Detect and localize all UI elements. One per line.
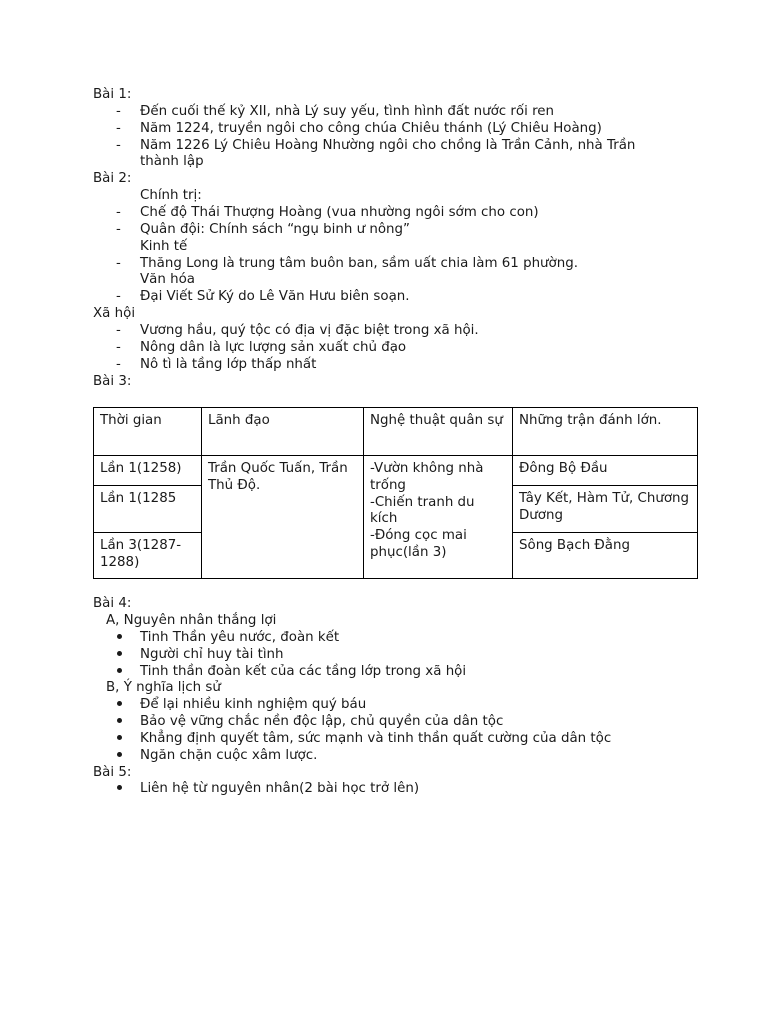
- list-item: Khẳng định quyết tâm, sức mạnh và tinh thần quất cường của dân tộc: [140, 731, 612, 746]
- bullet-icon: [116, 714, 124, 722]
- bai5-heading: Bài 5:: [93, 765, 132, 780]
- dash-marker: -: [116, 205, 121, 220]
- battle-cell: Tây Kết, Hàm Tử, Chương Dương: [519, 491, 690, 523]
- list-item: Tinh thần đoàn kết của các tầng lớp trong xã hội: [140, 664, 467, 679]
- time-cell: Lần 3(1287-1288): [100, 538, 182, 570]
- time-cell: Lần 1(1258): [100, 461, 182, 476]
- list-item-continuation: thành lập: [140, 154, 204, 169]
- subheading-b: B, Ý nghĩa lịch sử: [106, 680, 221, 695]
- bullet-icon: [116, 630, 124, 638]
- table-header-cell: [364, 408, 513, 456]
- bai1-heading: Bài 1:: [93, 87, 132, 102]
- subheading-kinh-te: Kinh tế: [140, 239, 188, 254]
- list-item: Người chỉ huy tài tình: [140, 647, 284, 662]
- list-item: Tinh Thần yêu nước, đoàn kết: [140, 630, 340, 645]
- list-item: Chế độ Thái Thượng Hoàng (vua nhường ngôi sớm cho con): [140, 205, 539, 220]
- battle-cell: Sông Bạch Đằng: [519, 538, 631, 553]
- subheading-chinh-tri: Chính trị:: [140, 188, 202, 203]
- leader-cell: Trần Quốc Tuấn, Trần Thủ Độ.: [208, 461, 348, 493]
- list-item: Quân đội: Chính sách “ngụ binh ư nông”: [140, 222, 410, 237]
- table-header-row: [94, 408, 698, 456]
- list-item: Thăng Long là trung tâm buôn ban, sầm uất chia làm 61 phường.: [140, 256, 578, 271]
- dash-marker: -: [116, 121, 121, 136]
- bullet-icon: [116, 781, 124, 789]
- bai3-heading: Bài 3:: [93, 374, 132, 389]
- table-header-cell: [513, 408, 698, 456]
- header-time: Thời gian: [100, 413, 162, 428]
- dash-marker: -: [116, 323, 121, 338]
- table-row: [94, 456, 698, 486]
- table-cell: [513, 456, 698, 486]
- dash-marker: -: [116, 289, 121, 304]
- art-line: -Chiến tranh du kích: [370, 494, 475, 527]
- list-item: Đại Viết Sử Ký do Lê Văn Hưu biên soạn.: [140, 289, 410, 304]
- art-line: -Đóng cọc mai phục(lần 3): [370, 528, 467, 560]
- list-item: Năm 1224, truyền ngôi cho công chúa Chiêu thánh (Lý Chiêu Hoàng): [140, 121, 602, 136]
- table-cell: [513, 533, 698, 579]
- header-art: Nghệ thuật quân sự: [370, 413, 503, 428]
- list-item: Đến cuối thế kỷ XII, nhà Lý suy yếu, tình hình đất nước rối ren: [140, 104, 555, 119]
- table-cell: [94, 486, 202, 533]
- header-battles: Những trận đánh lớn.: [519, 413, 662, 428]
- dash-marker: -: [116, 138, 121, 153]
- table-cell: [364, 456, 513, 579]
- list-item: Bảo vệ vững chắc nền độc lập, chủ quyền của dân tộc: [140, 714, 504, 729]
- table-cell: [94, 456, 202, 486]
- bai2-heading: Bài 2:: [93, 171, 132, 186]
- subheading-van-hoa: Văn hóa: [140, 272, 195, 287]
- history-table: [93, 407, 698, 579]
- bullet-icon: [116, 697, 124, 705]
- dash-marker: -: [116, 357, 121, 372]
- dash-marker: -: [116, 256, 121, 271]
- list-item: Vương hầu, quý tộc có địa vị đặc biệt trong xã hội.: [140, 323, 479, 338]
- list-item: Để lại nhiều kinh nghiệm quý báu: [140, 697, 367, 712]
- table-header-cell: [94, 408, 202, 456]
- bullet-icon: [116, 731, 124, 739]
- dash-marker: -: [116, 222, 121, 237]
- battle-cell: Đông Bộ Đầu: [519, 461, 608, 476]
- table-cell: [513, 486, 698, 533]
- time-cell: Lần 1(1285: [100, 491, 177, 506]
- subheading-a: A, Nguyên nhân thắng lợi: [106, 613, 277, 628]
- bai4-heading: Bài 4:: [93, 596, 132, 611]
- list-item: Nông dân là lực lượng sản xuất chủ đạo: [140, 340, 407, 355]
- header-leader: Lãnh đạo: [208, 413, 270, 428]
- table-cell: [94, 533, 202, 579]
- bullet-icon: [116, 647, 124, 655]
- bullet-icon: [116, 664, 124, 672]
- table-header-cell: [202, 408, 364, 456]
- art-line: -Vườn không nhà trống: [370, 461, 484, 493]
- list-item: Liên hệ từ nguyên nhân(2 bài học trở lên): [140, 781, 420, 796]
- bullet-icon: [116, 748, 124, 756]
- subheading-xa-hoi: Xã hội: [93, 306, 136, 321]
- list-item: Năm 1226 Lý Chiêu Hoàng Nhường ngôi cho chồng là Trần Cảnh, nhà Trần: [140, 138, 636, 153]
- list-item: Ngăn chặn cuộc xâm lược.: [140, 748, 318, 763]
- dash-marker: -: [116, 104, 121, 119]
- list-item: Nô tì là tầng lớp thấp nhất: [140, 357, 317, 372]
- table-cell: [202, 456, 364, 579]
- dash-marker: -: [116, 340, 121, 355]
